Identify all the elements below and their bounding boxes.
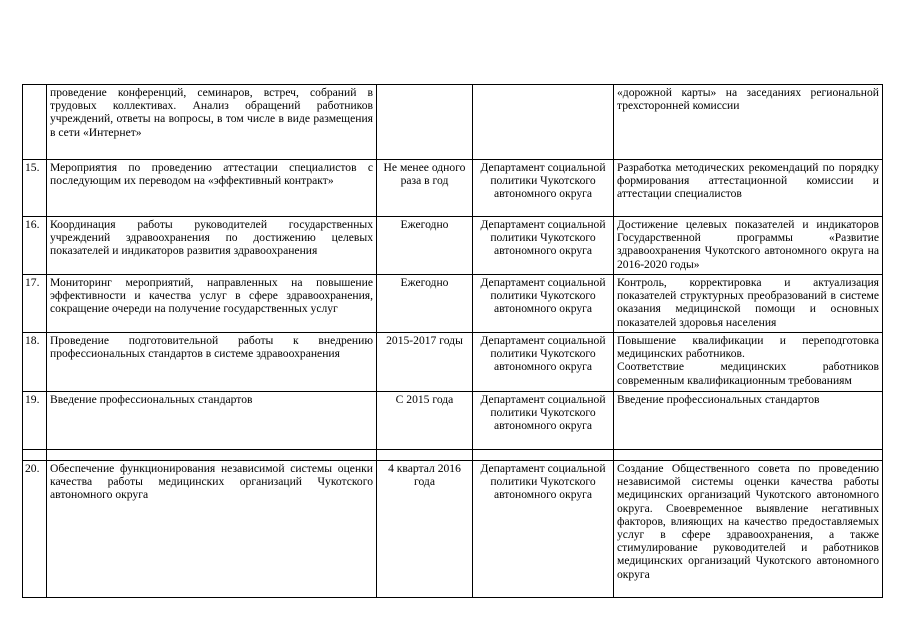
empty-row xyxy=(23,450,883,461)
result-text: Повышение квалификации и переподготовка медицинских работников. xyxy=(617,334,879,361)
measure-cell: Мероприятия по проведению аттестации специалистов с последующим их переводом на «эффективный контракт» xyxy=(47,160,377,217)
result-cell xyxy=(614,160,883,217)
term-cell: Не менее одного раза в год xyxy=(377,160,473,217)
term-cell: 4 квартал 2016 года xyxy=(377,461,473,598)
roadmap-table xyxy=(22,84,883,598)
term-cell: С 2015 года xyxy=(377,392,473,450)
term-cell: Ежегодно xyxy=(377,217,473,275)
responsible-cell xyxy=(473,85,614,160)
row-number: 20. xyxy=(23,461,47,598)
measure-cell: Проведение подготовительной работы к внедрению профессиональных стандартов в системе здравоохранения xyxy=(47,333,377,392)
document-page xyxy=(22,84,882,598)
row-number: 16. xyxy=(23,217,47,275)
table-row xyxy=(23,392,883,450)
table-row xyxy=(23,160,883,217)
responsible-cell: Департамент социальной политики Чукотского автономного округа xyxy=(473,217,614,275)
measure-cell: Мониторинг мероприятий, направленных на повышение эффективности и качества услуг в сфере здравоохранения, сокращение очереди на получение государственных услуг xyxy=(47,275,377,333)
result-cell xyxy=(614,85,883,160)
responsible-cell: Департамент социальной политики Чукотского автономного округа xyxy=(473,333,614,392)
empty-cell xyxy=(23,450,47,461)
term-cell: 2015-2017 годы xyxy=(377,333,473,392)
result-cell xyxy=(614,275,883,333)
table-row xyxy=(23,333,883,392)
empty-cell xyxy=(47,450,377,461)
result-text: Контроль, корректировка и актуализация показателей структурных преобразований в системе оказания медицинской помощи и основных показателей здоровья населения xyxy=(617,276,879,329)
term-cell xyxy=(377,85,473,160)
result-text: Введение профессиональных стандартов xyxy=(617,393,820,406)
result-text: «дорожной карты» на заседаниях региональной трехсторонней комиссии xyxy=(617,86,879,113)
measure-cell: Координация работы руководителей государственных учреждений здравоохранения по достижению целевых показателей и индикаторов развития здравоохранения xyxy=(47,217,377,275)
result-text: Создание Общественного совета по проведению независимой системы оценки качества работы медицинских организаций Чукотского автономного округа. Своевременное выявление негативных факторов, влияющих на качество предоставляемых услуг в сфере здравоохранения, а также стимулирование руководителей и работников медицинских организаций Чукотского автономного округа xyxy=(617,462,879,581)
table-row xyxy=(23,217,883,275)
result-cell xyxy=(614,461,883,598)
result-text: Соответствие медицинских работников современным квалификационным требованиям xyxy=(617,360,879,387)
measure-cell: Обеспечение функционирования независимой системы оценки качества работы медицинских организаций Чукотского автономного округа xyxy=(47,461,377,598)
table-row xyxy=(23,461,883,598)
result-text: Достижение целевых показателей и индикаторов Государственной программы «Развитие здравоохранения Чукотского автономного округа на 2016-2020 годы» xyxy=(617,218,879,271)
responsible-cell: Департамент социальной политики Чукотского автономного округа xyxy=(473,392,614,450)
empty-cell xyxy=(377,450,473,461)
row-number: 17. xyxy=(23,275,47,333)
result-text: Разработка методических рекомендаций по порядку формирования аттестационной комиссии и аттестации специалистов xyxy=(617,161,879,201)
measure-cell: Введение профессиональных стандартов xyxy=(47,392,377,450)
table-row xyxy=(23,275,883,333)
result-cell xyxy=(614,217,883,275)
result-cell xyxy=(614,392,883,450)
row-number: 18. xyxy=(23,333,47,392)
empty-cell xyxy=(614,450,883,461)
row-number: 19. xyxy=(23,392,47,450)
term-cell: Ежегодно xyxy=(377,275,473,333)
responsible-cell: Департамент социальной политики Чукотского автономного округа xyxy=(473,461,614,598)
row-number xyxy=(23,85,47,160)
table-row xyxy=(23,85,883,160)
responsible-cell: Департамент социальной политики Чукотского автономного округа xyxy=(473,275,614,333)
result-cell xyxy=(614,333,883,392)
measure-cell: проведение конференций, семинаров, встреч, собраний в трудовых коллективах. Анализ обращений работников учреждений, ответы на вопросы, в том числе в виде размещения в сети «Интернет» xyxy=(47,85,377,160)
responsible-cell: Департамент социальной политики Чукотского автономного округа xyxy=(473,160,614,217)
empty-cell xyxy=(473,450,614,461)
row-number: 15. xyxy=(23,160,47,217)
